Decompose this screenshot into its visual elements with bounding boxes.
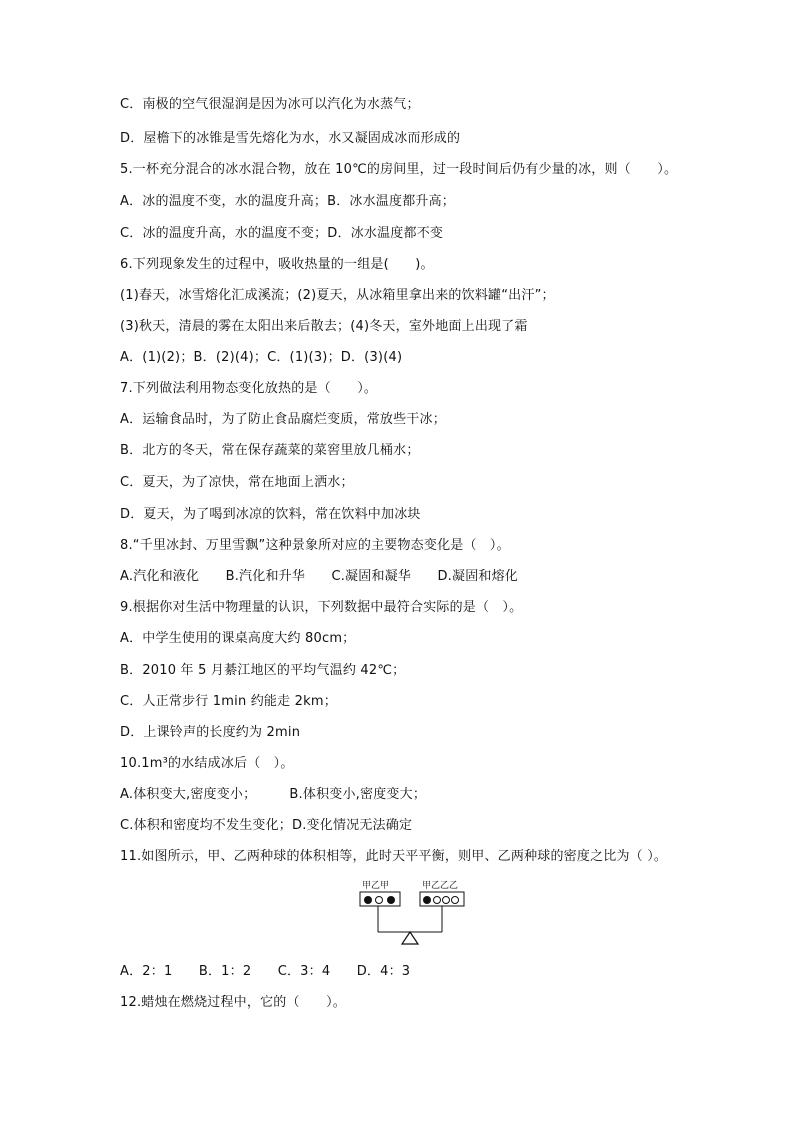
question-10: 10.1m³的水结成冰后（ ）。 (120, 756, 294, 771)
left-pan-label: 甲乙甲 (362, 881, 390, 891)
text-line: (3)秋天，清晨的雾在太阳出来后散去；(4)冬天，室外地面上出现了霜 (120, 319, 528, 334)
text-line: C．南极的空气很湿润是因为冰可以汽化为水蒸气； (120, 97, 420, 112)
text-line: A．2：1 B．1：2 C．3：4 D．4：3 (120, 964, 411, 979)
question-5: 5.一杯充分混合的冰水混合物，放在 10℃的房间里，过一段时间后仍有少量的冰，则（ ）。 (120, 162, 678, 177)
text-line: C．冰的温度升高，水的温度不变；D．冰水温度都不变 (120, 226, 444, 241)
ball-jia (423, 896, 431, 904)
ball-jia (364, 896, 372, 904)
question-12: 12.蜡烛在燃烧过程中，它的（ ）。 (120, 995, 346, 1010)
text-line: A.体积变大,密度变小； B.体积变小,密度变大； (120, 787, 427, 802)
text-line: B．2010 年 5 月綦江地区的平均气温约 42℃； (120, 663, 406, 678)
ball-yi (452, 897, 459, 904)
text-line: D．上课铃声的长度约为 2min (120, 725, 301, 740)
ball-yi (376, 897, 383, 904)
right-pan-label: 甲乙乙乙 (422, 881, 459, 891)
text-line: D．屋檐下的冰锥是雪先熔化为水，水又凝固成冰而形成的 (120, 131, 461, 146)
question-7: 7.下列做法利用物态变化放热的是（ ）。 (120, 381, 378, 396)
text-line: A．运输食品时，为了防止食品腐烂变质，常放些干冰； (120, 412, 446, 427)
question-9: 9.根据你对生活中物理量的认识，下列数据中最符合实际的是（ ）。 (120, 600, 523, 615)
question-6: 6.下列现象发生的过程中，吸收热量的一组是( )。 (120, 257, 434, 272)
text-line: C．夏天，为了凉快，常在地面上洒水； (120, 475, 354, 490)
text-line: A．中学生使用的课桌高度大约 80cm； (120, 631, 356, 646)
text-line: C．人正常步行 1min 约能走 2km； (120, 694, 337, 709)
fulcrum-triangle (402, 932, 418, 944)
question-11: 11.如图所示，甲、乙两种球的体积相等，此时天平平衡，则甲、乙两种球的密度之比为（ ）。 (120, 849, 668, 864)
text-line: A.汽化和液化 B.汽化和升华 C.凝固和凝华 D.凝固和熔化 (120, 569, 518, 584)
text-line: C.体积和密度均不发生变化；D.变化情况无法确定 (120, 818, 413, 833)
ball-yi (434, 897, 441, 904)
text-line: D．夏天，为了喝到冰凉的饮料，常在饮料中加冰块 (120, 507, 421, 522)
ball-yi (443, 897, 450, 904)
text-line: B．北方的冬天，常在保存蔬菜的菜窖里放几桶水； (120, 443, 420, 458)
text-line: A．(1)(2)；B．(2)(4)；C．(1)(3)；D．(3)(4) (120, 350, 403, 365)
text-line: A．冰的温度不变，水的温度升高；B．冰水温度都升高； (120, 194, 456, 209)
question-8: 8.“千里冰封、万里雪飘”这种景象所对应的主要物态变化是（ ）。 (120, 538, 510, 553)
balance-scale-figure (356, 878, 468, 948)
ball-jia (387, 896, 395, 904)
text-line: (1)春天，冰雪熔化汇成溪流；(2)夏天，从冰箱里拿出来的饮料罐“出汗”； (120, 288, 555, 303)
